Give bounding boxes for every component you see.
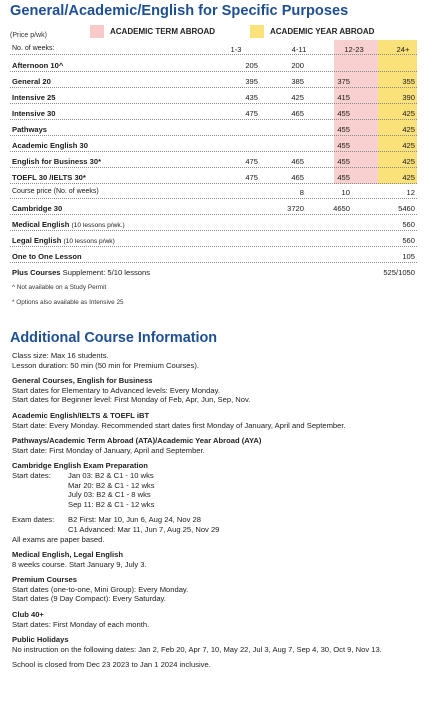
table-row: Intensive 25 435 425 415 390 (10, 88, 417, 104)
legend-swatch-yellow (250, 25, 264, 38)
price-unit-label: (Price p/wk) (10, 32, 47, 39)
extra-row-legal: Legal English (10 lessons p/wk) 560 (10, 231, 417, 247)
lesson-duration: Lesson duration: 50 min (50 min for Premium Courses). (12, 360, 199, 370)
pathways-heading: Pathways/Academic Term Abroad (ATA)/Academic Year Abroad (AYA) (12, 436, 262, 446)
additional-info-title: Additional Course Information (10, 330, 218, 346)
club-heading: Club 40+ (12, 610, 44, 620)
premium-heading: Premium Courses (12, 575, 77, 585)
weeks-label: No. of weeks: (12, 45, 55, 52)
extra-row-medical: Medical English (10 lessons p/wk.) 560 (10, 215, 417, 231)
table-row: Afternoon 10^ 205 200 (10, 56, 417, 72)
course-price-row: Course price (No. of weeks) 8 10 12 (10, 184, 417, 199)
weeks-col-3: 12-23 (344, 45, 364, 54)
table-row: General 20 395 385 375 355 (10, 72, 417, 88)
ielts-heading: Academic English/IELTS & TOEFL iBT (12, 410, 150, 420)
legend-swatch-pink (90, 25, 104, 38)
class-size: Class size: Max 16 students. (12, 351, 109, 360)
weeks-col-2: 4-11 (291, 45, 307, 54)
medical-heading: Medical English, Legal English (12, 550, 123, 560)
weeks-col-1: 1-3 (230, 45, 242, 54)
table-row: Intensive 30 475 465 455 425 (10, 104, 417, 120)
table-row: Pathways 455 425 (10, 120, 417, 136)
holidays-heading: Public Holidays (12, 635, 69, 645)
weeks-col-4: 24+ (396, 45, 410, 54)
legend-term-abroad (90, 25, 240, 39)
legend-label: ACADEMIC TERM ABROAD (110, 27, 216, 36)
legend-label: ACADEMIC YEAR ABROAD (270, 27, 375, 36)
general-heading: General Courses, English for Business (12, 376, 153, 386)
table-row: Academic English 30 455 425 (10, 136, 417, 152)
additional-info-body: Class size: Max 16 students. Lesson duration: 50 min (50 min for Premium Courses). General Courses, English for Business Start dates for Elementary to Advanced levels: Every Monday. Start dates for Beginner level: First Monday of Feb, Apr, Jun, Sep, Nov. Academic English/IELTS & TOEFL iBT Start date: Every Monday. Recommended start dates first Monday of January, April and September. Pathways/Academic Term Abroad (ATA)/Academic Year Abroad (AYA) Start date: First Monday of January, April and September. Cambridge English Exam Preparation Start dates: Jan 03: B2 & C1 - 10 wks Mar 20: B2 & C1 - 12 wks July 03: B2 & C1 - 8 wks Sep 11: B2 & C1 - 12 wks Exam dates: B2 First: Mar 10, Jun 6, Aug 24, Nov 28 C1 Advanced: Mar 11, Jun 7, Aug 25, Nov 29 All exams are paper based. Medical English, Legal English 8 weeks course. Start January 9, July 3. Premium Courses Start dates (one-to-one, Mini Group): Every Monday. Start dates (9 Day Compact): Every Saturday. Club 40+ Start dates: First Monday of each month. Public Holidays No instruction on the following dates: Jan 2, Feb 20, Apr 7, 10, May 22, Jul 3, Aug 7, Sep 4, 30, Oct 9, Nov 13. School is closed from Dec 23 2023 to Jan 1 2024 inclusive. (12, 351, 424, 670)
note-intensive: * Options also available as Intensive 25 (12, 299, 124, 306)
note-study-permit: ^ Not available on a Study Permit (12, 284, 107, 291)
closed-notice: School is closed from Dec 23 2023 to Jan 1 2024 inclusive. (12, 660, 211, 670)
weeks-header-row (10, 42, 417, 55)
table-row: TOEFL 30 /IELTS 30* 475 465 455 425 (10, 168, 417, 184)
extra-row-plus-courses: Plus Courses Supplement: 5/10 lessons 525/1050 (12, 268, 415, 277)
cambridge-row: Cambridge 30 3720 4650 5460 (10, 199, 417, 215)
table-row: English for Business 30* 475 465 455 425 (10, 152, 417, 168)
page-title: General/Academic/English for Specific Purposes (10, 3, 349, 19)
extra-row-one-to-one: One to One Lesson 105 (10, 247, 417, 263)
cambridge-heading: Cambridge English Exam Preparation (12, 461, 148, 471)
legend-year-abroad (250, 25, 430, 39)
